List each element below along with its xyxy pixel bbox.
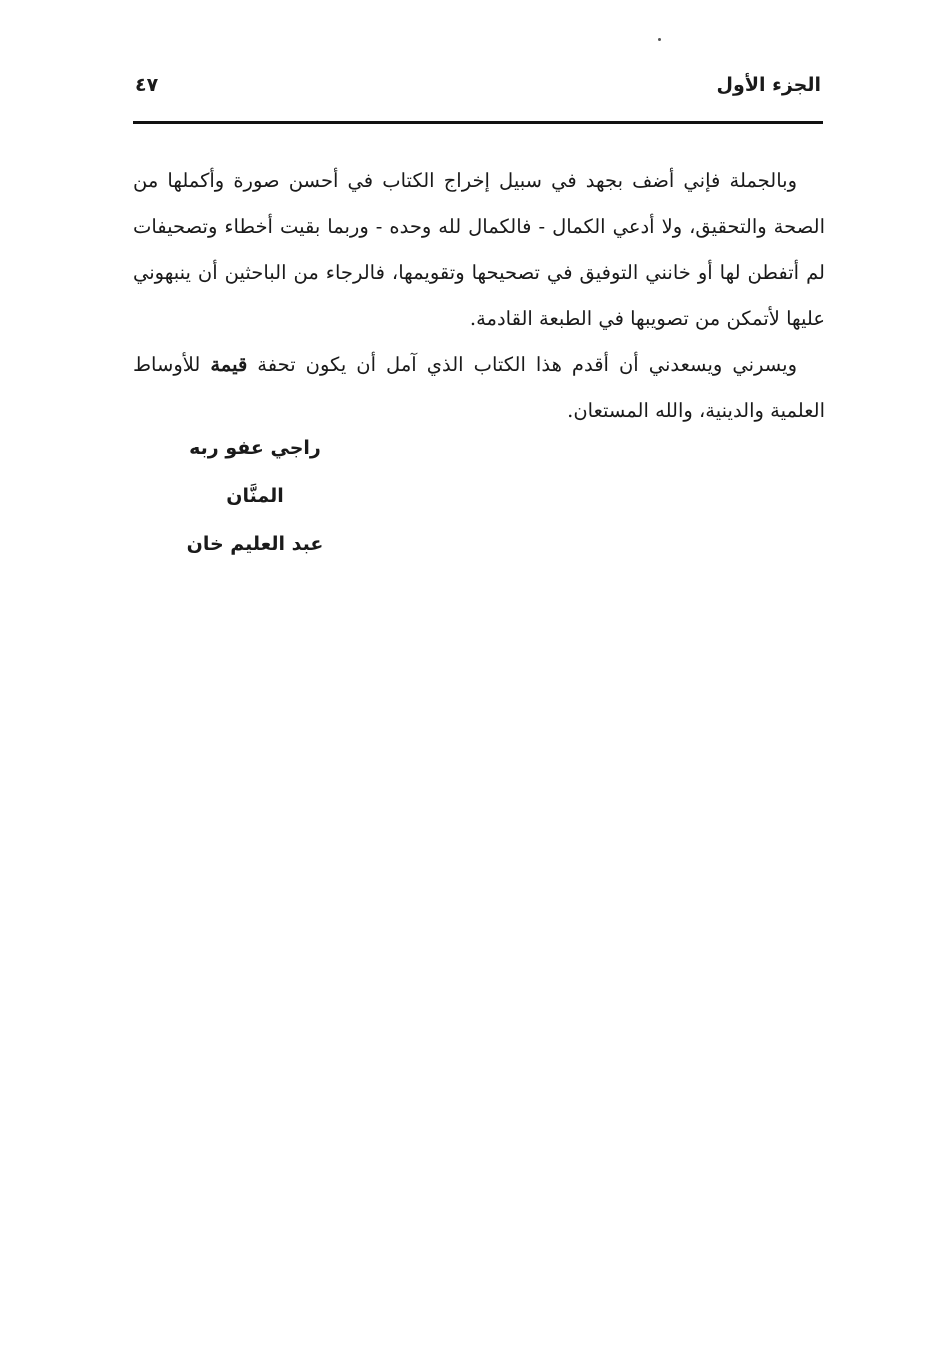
signature-line-1: راجي عفو ربه المنَّان: [189, 437, 321, 507]
signature-block: [160, 424, 350, 568]
page-number: ٤٧: [135, 74, 159, 96]
paragraph-2-end: للأوساط العلمية والدينية، والله المستعان.: [133, 353, 825, 422]
paragraph-2-emphasis: قيمة: [210, 353, 248, 376]
paragraph-1: وبالجملة فإني أضف بجهد في سبيل إخراج الكتاب في أحسن صورة وأكملها من الصحة والتحقيق، ولا أدعي الكمال - فالكمال لله وحده - وربما بقيت أخطاء وتصحيفات لم أتفطن لها أو خانني التوفيق في تصحيحها وتقويمها، فالرجاء من الباحثين أن ينبهوني عليها لأتمكن من تصويبها في الطبعة القادمة.: [133, 169, 825, 330]
page-header: [135, 72, 825, 112]
paragraph-2: [133, 342, 825, 434]
scan-speck: [658, 38, 661, 41]
paragraph-2-start: ويسرني ويسعدني أن أقدم هذا الكتاب الذي آمل أن يكون تحفة: [247, 353, 797, 376]
header-rule: [133, 121, 823, 124]
running-title: الجزء الأول: [716, 74, 821, 96]
body-text: [133, 158, 825, 434]
signature-name: عبد العليم خان: [186, 533, 324, 555]
